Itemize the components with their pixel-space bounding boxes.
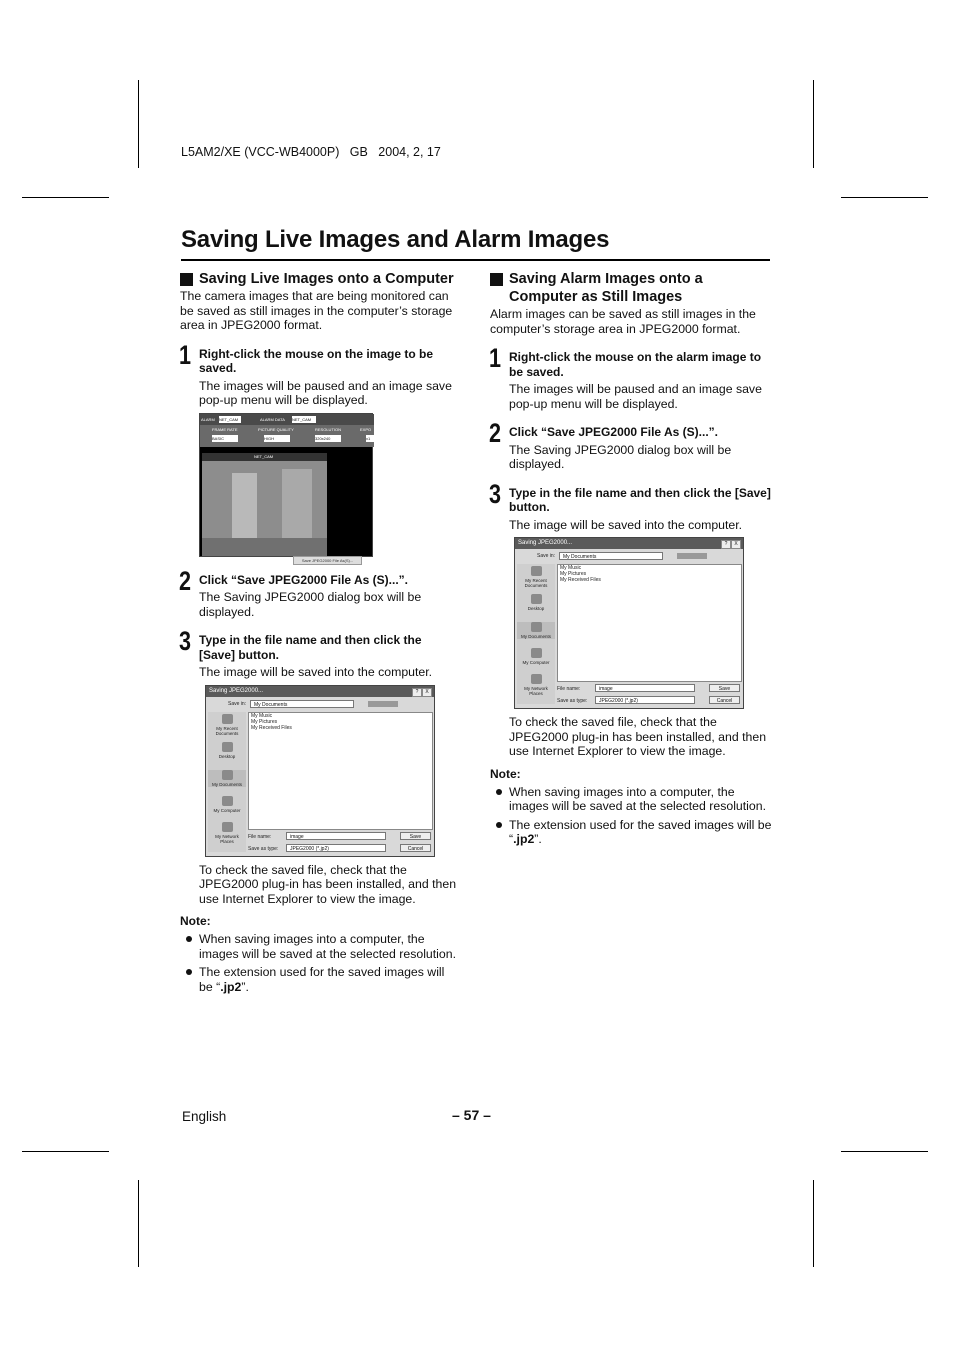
note-item: The extension used for the saved images will be “.jp2”. — [490, 818, 772, 847]
crop-mark — [22, 1151, 109, 1152]
place-my-documents[interactable]: My Documents — [517, 622, 555, 639]
place-my-computer[interactable]: My Computer — [208, 796, 246, 813]
cancel-button[interactable]: Cancel — [709, 696, 740, 704]
note-item: When saving images into a computer, the images will be saved at the selected resolution. — [180, 932, 460, 961]
step-title: Type in the file name and then click the [Save] button. — [509, 485, 771, 514]
live-image[interactable]: NET_CAM Save JPEG2000 File As(S)... — [202, 453, 327, 556]
dialog-title: Saving JPEG2000... — [515, 538, 743, 549]
place-recent[interactable]: My Recent Documents — [208, 714, 246, 736]
step-number: 2 — [489, 418, 502, 448]
step-desc: The images will be paused and an image save pop-up menu will be displayed. — [509, 382, 762, 411]
crop-mark — [138, 1180, 139, 1267]
desktop-icon — [531, 594, 542, 604]
note-item: The extension used for the saved images will be “.jp2”. — [180, 965, 460, 994]
print-meta: L5AM2/XE (VCC-WB4000P) GB 2004, 2, 17 — [181, 145, 441, 159]
file-name-input[interactable]: image — [595, 684, 695, 692]
place-my-computer[interactable]: My Computer — [517, 648, 555, 665]
network-places-icon — [222, 822, 233, 832]
my-documents-icon — [531, 622, 542, 632]
page-title: Saving Live Images and Alarm Images — [181, 226, 610, 253]
step-title: Right-click the mouse on the image to be saved. — [199, 346, 434, 375]
step-desc: The image will be saved into the computer. — [199, 665, 433, 679]
save-in-select[interactable]: My Documents — [250, 700, 354, 708]
title-rule — [181, 259, 770, 261]
after-text: To check the saved file, check that the JPEG2000 plug-in has been installed, and then use Internet Explorer to view the image. — [199, 862, 457, 906]
place-recent[interactable]: My Recent Documents — [517, 566, 555, 588]
note-label: Note: — [180, 914, 211, 928]
step-desc: The images will be paused and an image save pop-up menu will be displayed. — [199, 378, 452, 407]
left-column — [180, 270, 460, 994]
note-item: When saving images into a computer, the images will be saved at the selected resolution. — [490, 785, 772, 814]
step-1 — [489, 343, 772, 411]
bullet-icon — [496, 789, 502, 795]
close-button[interactable]: X — [422, 688, 432, 697]
file-type-select[interactable]: JPEG2000 (*.jp2) — [286, 844, 386, 852]
step-number: 1 — [179, 339, 192, 370]
step-desc: The image will be saved into the computer. — [509, 517, 743, 532]
folder-item[interactable]: My Received Files — [251, 724, 292, 731]
square-bullet-icon — [180, 273, 193, 286]
help-button[interactable]: ? — [721, 540, 731, 549]
step-3 — [179, 626, 460, 680]
save-dialog-screenshot: Saving JPEG2000... ? X Save in: My Documents My Recent Documents Desktop My Documents My Computer My Network Places My Music My Pictures My Received Files File name: image Save as type: JPEG2000 (*.jp2) Save Cancel — [514, 537, 744, 709]
folder-item[interactable]: My Pictures — [251, 718, 278, 725]
toolbar-icons — [368, 701, 398, 707]
step-number: 2 — [179, 565, 192, 596]
step-number: 1 — [489, 343, 502, 373]
bullet-icon — [186, 969, 192, 975]
recent-documents-icon — [531, 566, 542, 576]
dialog-title: Saving JPEG2000... — [206, 686, 434, 697]
room-floor — [202, 538, 327, 556]
place-my-documents[interactable]: My Documents — [208, 770, 246, 787]
bullet-icon — [496, 822, 502, 828]
places-bar — [208, 712, 246, 852]
intro-text: The camera images that are being monitored can be saved as still images in the computer’s storage area in JPEG2000 format. — [180, 289, 453, 332]
help-button[interactable]: ? — [412, 688, 422, 697]
right-column — [490, 270, 772, 847]
camera-screenshot: ALARM NET_CAM ALARM DATA NET_CAM FRAME RATE BASIC PICTURE QUALITY HIGH RESOLUTION 320x240 EXPO x1 NET_CAM Save JPEG2000 File As(S)... — [199, 413, 373, 557]
my-computer-icon — [222, 796, 233, 806]
save-button[interactable]: Save — [400, 832, 431, 840]
dialog-figure-wrap — [490, 537, 772, 709]
step-number: 3 — [179, 626, 192, 656]
toolbar-icons — [677, 553, 707, 559]
network-places-icon — [531, 674, 542, 684]
file-type-select[interactable]: JPEG2000 (*.jp2) — [595, 696, 695, 704]
section-heading: Saving Live Images onto a Computer — [180, 270, 460, 288]
folder-item[interactable]: My Received Files — [560, 577, 601, 583]
place-network[interactable]: My Network Places — [208, 822, 246, 844]
folder-item[interactable]: My Music — [251, 712, 273, 719]
intro-text: Alarm images can be saved as still images in the computer’s storage area in JPEG2000 format. — [490, 307, 756, 336]
save-button[interactable]: Save — [709, 684, 740, 692]
crop-mark — [841, 1151, 928, 1152]
room-door — [282, 469, 312, 549]
step-3 — [489, 478, 772, 533]
crop-mark — [841, 197, 928, 198]
save-dialog-screenshot: Saving JPEG2000... ? X Save in: My Documents My Recent Documents Desktop My Documents My Computer My Network Places My Music My Pictures My Received Files File name: image Save as type: JPEG2000 (*.jp2) Save Cancel — [205, 685, 435, 857]
my-computer-icon — [531, 648, 542, 658]
step-title: Right-click the mouse on the alarm image to be saved. — [509, 350, 762, 379]
room-wall — [232, 473, 257, 543]
page-number: – 57 – — [452, 1107, 491, 1123]
recent-documents-icon — [222, 714, 233, 724]
note-label: Note: — [490, 766, 521, 781]
step-2 — [179, 565, 460, 620]
after-text: To check the saved file, check that the JPEG2000 plug-in has been installed, and then use Internet Explorer to view the image. — [509, 715, 767, 758]
places-bar — [517, 564, 555, 704]
section-heading: Saving Alarm Images onto a Computer as Still Images — [490, 270, 772, 306]
step-title: Click “Save JPEG2000 File As (S)...”. — [509, 425, 718, 439]
footer-language: English — [182, 1109, 227, 1124]
crop-mark — [813, 1180, 814, 1267]
save-popup-menu[interactable]: Save JPEG2000 File As(S)... — [293, 556, 362, 565]
step-title: Click “Save JPEG2000 File As (S)...”. — [199, 572, 408, 587]
camera-figure-wrap — [180, 413, 460, 563]
square-bullet-icon — [490, 273, 503, 286]
step-number: 3 — [489, 478, 502, 509]
save-in-select[interactable]: My Documents — [559, 552, 663, 560]
place-desktop[interactable]: Desktop — [208, 742, 246, 759]
folder-item[interactable]: My Pictures — [560, 571, 587, 577]
crop-mark — [138, 80, 139, 168]
crop-mark — [22, 197, 109, 198]
crop-mark — [813, 80, 814, 168]
bullet-icon — [186, 936, 192, 942]
file-list[interactable] — [557, 564, 742, 682]
step-1 — [179, 339, 460, 408]
file-list[interactable] — [248, 712, 433, 830]
place-desktop[interactable]: Desktop — [517, 594, 555, 611]
step-title: Type in the file name and then click the [Save] button. — [199, 633, 422, 662]
cancel-button[interactable]: Cancel — [400, 844, 431, 852]
my-documents-icon — [222, 770, 233, 780]
desktop-icon — [222, 742, 233, 752]
step-desc: The Saving JPEG2000 dialog box will be displayed. — [509, 442, 732, 471]
step-2 — [489, 418, 772, 472]
folder-item[interactable]: My Music — [560, 565, 582, 571]
file-name-input[interactable]: image — [286, 832, 386, 840]
close-button[interactable]: X — [731, 540, 741, 549]
place-network[interactable]: My Network Places — [517, 674, 555, 696]
step-desc: The Saving JPEG2000 dialog box will be displayed. — [199, 590, 422, 619]
dialog-figure-wrap — [180, 685, 460, 857]
